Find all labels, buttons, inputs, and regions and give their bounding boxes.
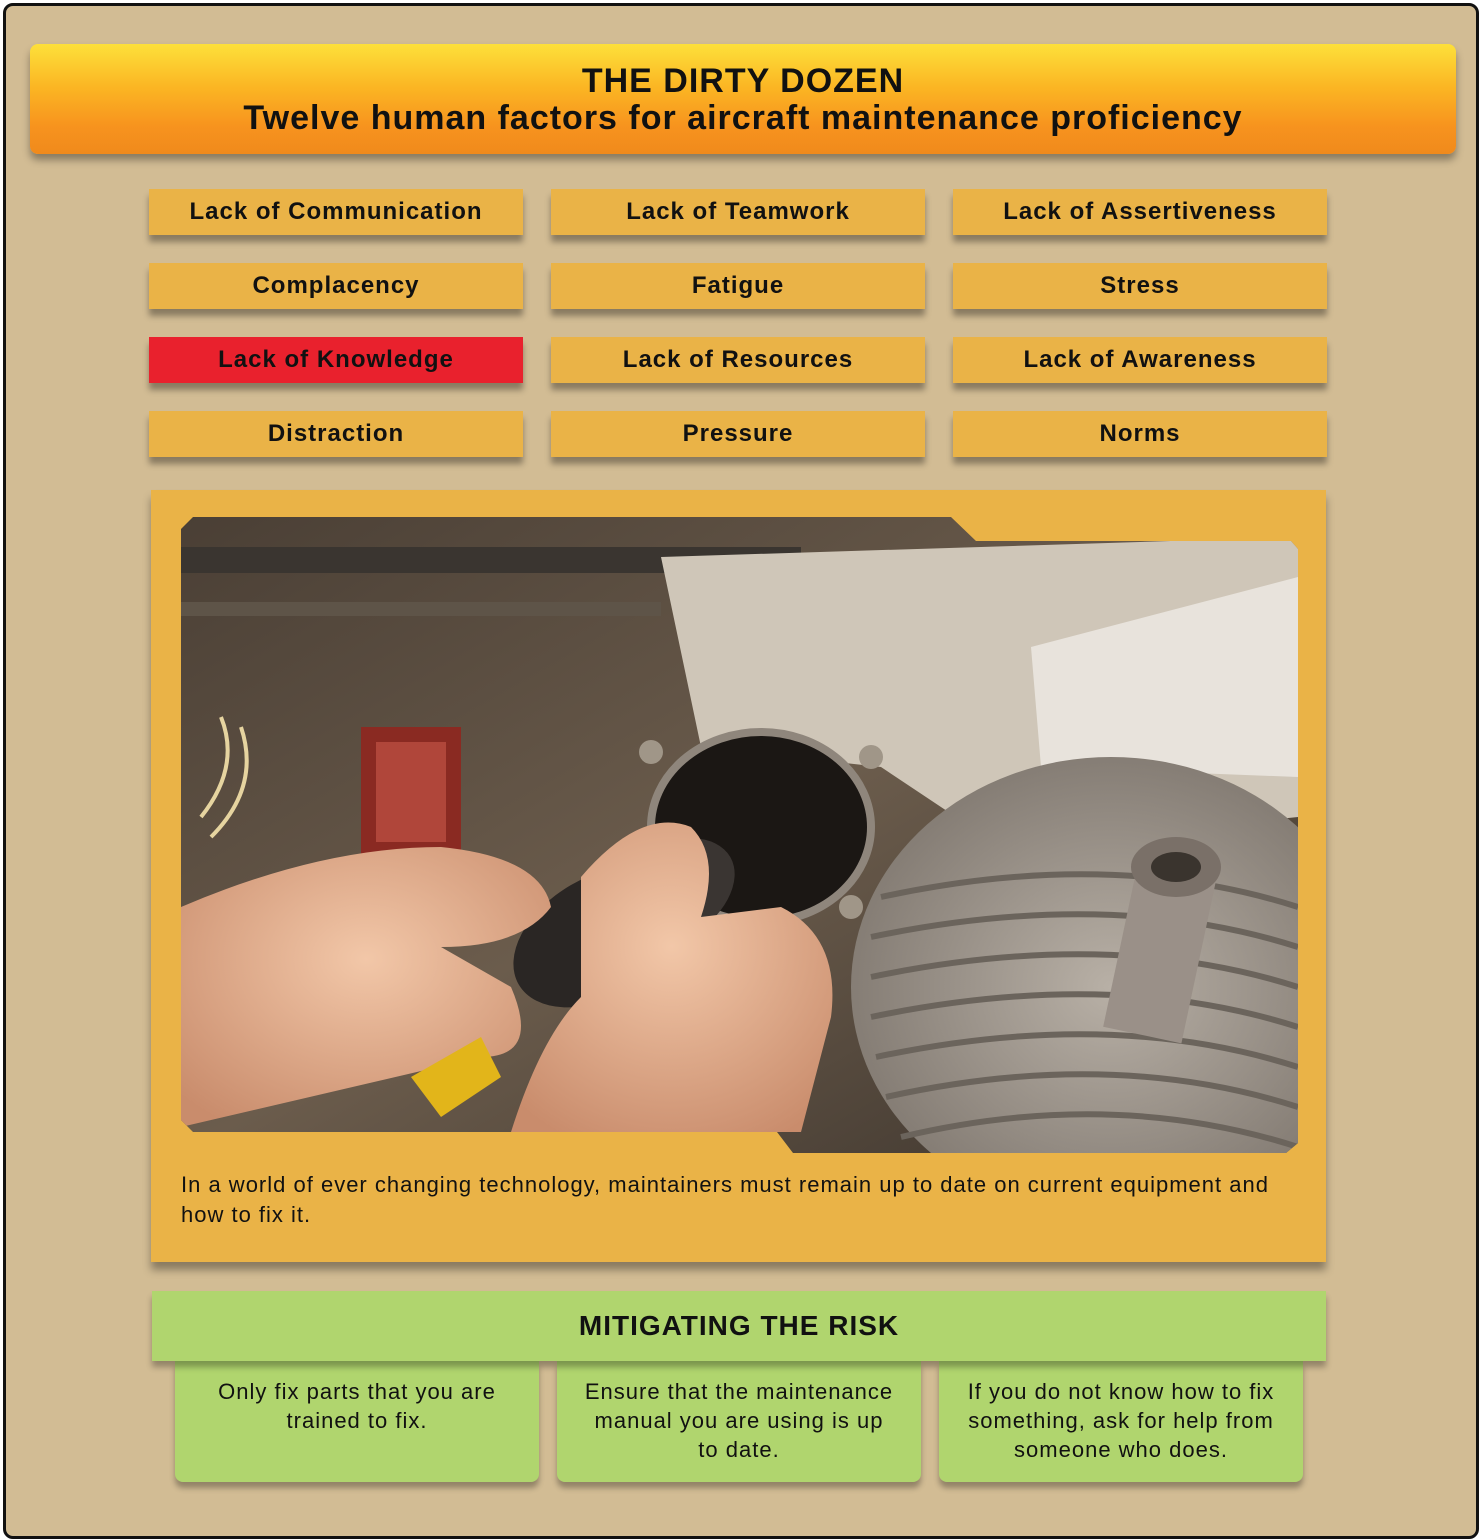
factor-lack-of-awareness[interactable]: Lack of Awareness xyxy=(953,337,1327,383)
poster-title: THE DIRTY DOZEN xyxy=(581,62,905,100)
mitigation-heading: MITIGATING THE RISK xyxy=(152,1291,1326,1361)
factor-lack-of-assertiveness[interactable]: Lack of Assertiveness xyxy=(953,189,1327,235)
poster-subtitle: Twelve human factors for aircraft maintenance proficiency xyxy=(243,99,1243,137)
factor-lack-of-communication[interactable]: Lack of Communication xyxy=(149,189,523,235)
factor-distraction[interactable]: Distraction xyxy=(149,411,523,457)
factor-lack-of-knowledge[interactable]: Lack of Knowledge xyxy=(149,337,523,383)
factor-lack-of-resources[interactable]: Lack of Resources xyxy=(551,337,925,383)
title-banner xyxy=(30,44,1456,154)
mitigation-tip-2: Ensure that the maintenance manual you are using is up to date. xyxy=(557,1361,921,1482)
detail-panel xyxy=(151,490,1326,1262)
factor-fatigue[interactable]: Fatigue xyxy=(551,263,925,309)
engine-maintenance-photo xyxy=(181,517,1298,1153)
factor-norms[interactable]: Norms xyxy=(953,411,1327,457)
factor-stress[interactable]: Stress xyxy=(953,263,1327,309)
factor-lack-of-teamwork[interactable]: Lack of Teamwork xyxy=(551,189,925,235)
mitigation-tip-1: Only fix parts that you are trained to fix. xyxy=(175,1361,539,1482)
mitigation-tip-3: If you do not know how to fix something, ask for help from someone who does. xyxy=(939,1361,1303,1482)
factor-complacency[interactable]: Complacency xyxy=(149,263,523,309)
factor-description: In a world of ever changing technology, maintainers must remain up to date on current equipment and how to fix it. xyxy=(181,1172,1269,1227)
factor-pressure[interactable]: Pressure xyxy=(551,411,925,457)
